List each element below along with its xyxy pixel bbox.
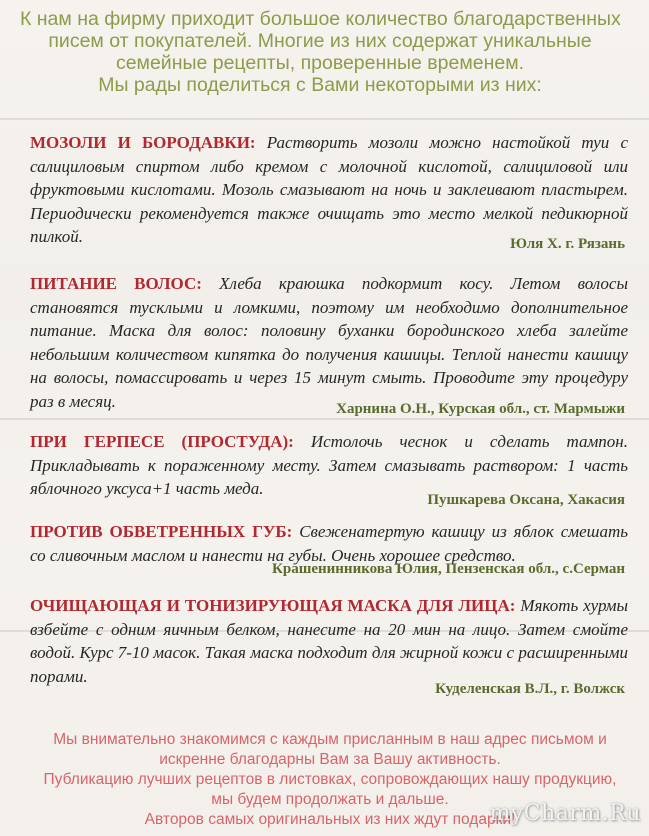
intro-line: писем от покупателей. Многие из них содержат уникальные — [48, 30, 592, 52]
recipe-author: Куделенская В.Л., г. Волжск — [435, 681, 625, 697]
intro-paragraph — [20, 8, 620, 96]
recipe-title: ОЧИЩАЮЩАЯ И ТОНИЗИРУЮЩАЯ МАСКА ДЛЯ ЛИЦА: — [30, 596, 516, 615]
site-watermark: myCharm.Ru — [489, 801, 641, 826]
recipe-author: Пушкарева Оксана, Хакасия — [427, 492, 625, 508]
recipe-title: ПИТАНИЕ ВОЛОС: — [30, 274, 202, 293]
closing-line: искренне благодарны Вам за Вашу активность. — [159, 751, 501, 768]
intro-line: К нам на фирму приходит большое количество благодарственных — [20, 8, 621, 30]
recipe-title: ПРИ ГЕРПЕСЕ (ПРОСТУДА): — [30, 432, 294, 451]
recipe-author: Харнина О.Н., Курская обл., ст. Мармыжи — [336, 401, 625, 417]
paper-fold — [0, 118, 649, 120]
recipe-title: МОЗОЛИ И БОРОДАВКИ: — [30, 133, 256, 152]
recipe-text: Мякоть хурмы взбейте с одним яичным белком, нанесите на 20 мин на лицо. Затем смойте водой. Курс 7-10 масок. Такая маска подходит для жирной кожи с расширенными порами. — [30, 596, 629, 686]
closing-line: мы будем продолжать и дальше. — [211, 791, 449, 808]
recipe-text: Истолочь чеснок и сделать тампон. Прикладывать к пораженному месту. Затем смазывать раствором: 1 часть яблочного уксуса+1 часть меда. — [30, 432, 628, 498]
intro-line: Мы рады поделиться с Вами некоторыми из них: — [98, 74, 542, 96]
closing-line: Публикацию лучших рецептов в листовках, сопровождающих нашу продукцию, — [43, 771, 617, 788]
closing-line: Мы внимательно знакомимся с каждым присланным в наш адрес письмом и — [53, 731, 607, 748]
intro-line: семейные рецепты, проверенные временем. — [115, 52, 525, 74]
recipe-text: Растворить мозоли можно настойкой туи с салициловым спиртом либо кремом с молочной кислотой, салициловой или фруктовыми кислотами. Мозоль смазывают на ночь и заклеивают пластырем. Периодически рекомендуется также очищать это место мелкой педикюрной пилкой. — [30, 133, 629, 246]
paper-fold — [0, 418, 649, 420]
recipe-hair — [30, 272, 628, 413]
recipe-face-mask — [30, 594, 628, 688]
recipe-author: Юля Х. г. Рязань — [510, 236, 625, 252]
recipe-author: Крашенинникова Юлия, Пензенская обл., с.Серман — [271, 561, 625, 577]
recipe-calluses — [30, 131, 628, 249]
closing-line: Авторов самых оригинальных из них ждут подарки! — [144, 811, 516, 828]
recipe-lips — [30, 520, 628, 567]
recipe-title: ПРОТИВ ОБВЕТРЕННЫХ ГУБ: — [30, 522, 293, 541]
recipe-text: Свеженатертую кашицу из яблок смешать со сливочным маслом и нанести на губы. Очень хорошее средство. — [30, 522, 628, 565]
recipe-text: Хлеба краюшка подкормит косу. Летом волосы становятся тусклыми и ломкими, поэтому им необходимо дополнительное питание. Маска для волос: половину буханки бородинского хлеба залейте небольшим количеством кипятка до получения кашицы. Теплой нанести кашицу на волосы, помассировать и через 15 минут смыть. Проводите эту процедуру раз в месяц. — [30, 274, 628, 411]
recipe-herpes — [30, 430, 628, 501]
